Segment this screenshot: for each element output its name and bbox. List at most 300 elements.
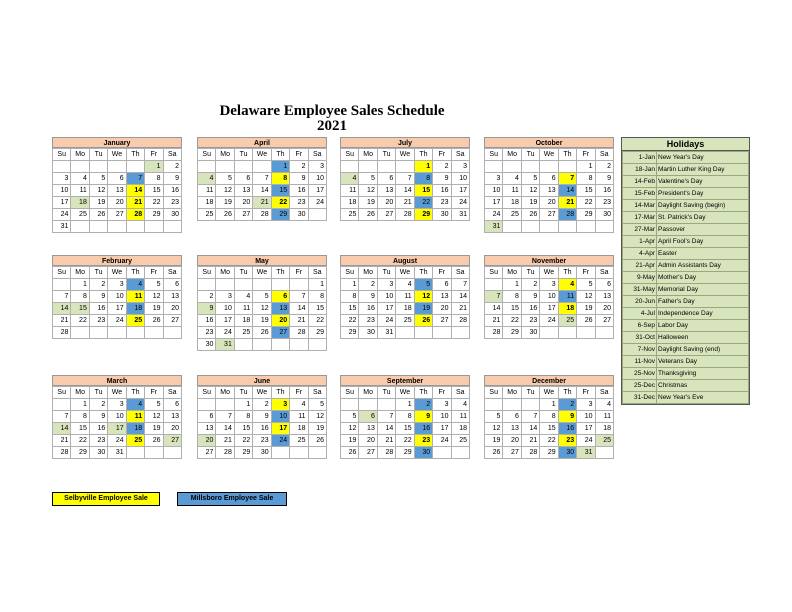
day-cell: 29 [145, 209, 163, 221]
day-cell: 23 [253, 435, 271, 447]
holiday-name: Father's Day [657, 296, 749, 308]
holiday-date: 11-Nov [623, 356, 657, 368]
day-cell: 15 [540, 423, 558, 435]
week-row [485, 447, 614, 459]
day-cell: 6 [163, 279, 181, 291]
month-title: August [340, 255, 470, 266]
day-cell: 18 [595, 423, 613, 435]
holiday-row [623, 152, 749, 164]
day-cell: 16 [198, 315, 216, 327]
day-cell: 14 [451, 291, 469, 303]
day-cell: 2 [558, 399, 576, 411]
day-cell: 20 [163, 303, 181, 315]
weekday-header: Tu [377, 149, 395, 161]
day-cell: 6 [108, 173, 126, 185]
day-cell [540, 161, 558, 173]
day-cell: 1 [145, 161, 163, 173]
weekday-header: Mo [71, 267, 89, 279]
day-cell: 22 [71, 435, 89, 447]
day-cell: 24 [485, 209, 503, 221]
day-cell: 6 [595, 279, 613, 291]
day-cell [359, 399, 377, 411]
day-cell [126, 221, 144, 233]
holiday-date: 14-Mar [623, 200, 657, 212]
holiday-name: New Year's Day [657, 152, 749, 164]
weekday-header: Tu [521, 267, 539, 279]
day-cell: 27 [198, 447, 216, 459]
day-cell: 24 [577, 435, 595, 447]
day-cell: 5 [145, 279, 163, 291]
holiday-row [623, 248, 749, 260]
day-cell: 10 [485, 185, 503, 197]
week-row [53, 291, 182, 303]
day-cell: 16 [521, 303, 539, 315]
day-cell: 22 [396, 435, 414, 447]
month-title: October [484, 137, 614, 148]
day-cell: 12 [485, 423, 503, 435]
week-row [198, 327, 327, 339]
day-cell [290, 447, 308, 459]
day-cell: 6 [433, 279, 451, 291]
day-cell: 4 [558, 279, 576, 291]
day-cell: 31 [377, 327, 395, 339]
weekday-header: Th [558, 149, 576, 161]
week-row [485, 161, 614, 173]
day-cell: 26 [89, 209, 107, 221]
day-cell: 7 [558, 173, 576, 185]
day-cell: 10 [451, 173, 469, 185]
week-row [53, 221, 182, 233]
day-cell: 9 [89, 411, 107, 423]
weekday-header: Mo [359, 149, 377, 161]
weekday-header: Mo [71, 387, 89, 399]
day-cell: 17 [53, 197, 71, 209]
weekday-header: Mo [503, 267, 521, 279]
holiday-row [623, 392, 749, 404]
week-row [198, 173, 327, 185]
day-cell [540, 327, 558, 339]
day-cell [71, 327, 89, 339]
day-cell: 8 [71, 411, 89, 423]
month-title: July [340, 137, 470, 148]
day-cell: 7 [485, 291, 503, 303]
day-cell [234, 161, 252, 173]
day-cell: 13 [377, 185, 395, 197]
week-row [341, 435, 470, 447]
week-row [341, 327, 470, 339]
weekday-header: Th [126, 149, 144, 161]
holiday-name: Easter [657, 248, 749, 260]
day-cell: 5 [577, 279, 595, 291]
day-cell: 8 [503, 291, 521, 303]
day-cell: 12 [341, 423, 359, 435]
holiday-name: St. Patrick's Day [657, 212, 749, 224]
day-cell: 1 [71, 279, 89, 291]
holiday-name: Daylight Saving (begin) [657, 200, 749, 212]
month-january [52, 137, 182, 233]
week-row [485, 197, 614, 209]
page-year: 2021 [317, 118, 347, 134]
weekday-header: We [396, 267, 414, 279]
day-cell [485, 399, 503, 411]
day-cell: 25 [451, 435, 469, 447]
day-cell [89, 161, 107, 173]
day-cell: 27 [359, 447, 377, 459]
week-row [53, 423, 182, 435]
month-september [340, 375, 470, 459]
week-row [485, 303, 614, 315]
day-cell: 25 [290, 435, 308, 447]
day-cell: 17 [377, 303, 395, 315]
day-cell: 16 [595, 185, 613, 197]
month-title: September [340, 375, 470, 386]
day-cell: 12 [89, 185, 107, 197]
weekday-header: Su [341, 149, 359, 161]
day-cell: 3 [108, 279, 126, 291]
day-cell: 28 [377, 447, 395, 459]
day-cell: 4 [396, 279, 414, 291]
day-cell: 8 [145, 173, 163, 185]
day-cell: 11 [290, 411, 308, 423]
day-cell: 12 [145, 411, 163, 423]
holiday-name: Veterans Day [657, 356, 749, 368]
day-cell: 1 [396, 399, 414, 411]
weekday-header: Fr [290, 387, 308, 399]
day-cell: 18 [341, 197, 359, 209]
day-cell: 23 [198, 327, 216, 339]
day-cell [71, 161, 89, 173]
holiday-date: 9-May [623, 272, 657, 284]
day-cell: 18 [451, 423, 469, 435]
day-cell: 13 [540, 185, 558, 197]
day-cell: 19 [89, 197, 107, 209]
day-cell: 6 [163, 399, 181, 411]
day-cell: 3 [216, 291, 234, 303]
day-cell: 16 [433, 185, 451, 197]
day-cell: 28 [521, 447, 539, 459]
day-cell: 15 [341, 303, 359, 315]
day-cell: 14 [396, 185, 414, 197]
day-cell: 21 [216, 435, 234, 447]
day-cell [503, 161, 521, 173]
day-cell: 10 [577, 411, 595, 423]
day-cell: 18 [396, 303, 414, 315]
day-cell: 22 [234, 435, 252, 447]
month-table [484, 148, 614, 233]
weekday-header: Sa [308, 387, 326, 399]
day-cell: 4 [234, 291, 252, 303]
week-row [341, 209, 470, 221]
day-cell: 6 [271, 291, 289, 303]
weekday-header: We [396, 149, 414, 161]
day-cell: 6 [234, 173, 252, 185]
holiday-name: Thanksgiving [657, 368, 749, 380]
day-cell [163, 221, 181, 233]
day-cell: 2 [163, 161, 181, 173]
day-cell: 21 [290, 315, 308, 327]
day-cell [485, 161, 503, 173]
month-table [52, 266, 182, 339]
month-title: November [484, 255, 614, 266]
day-cell [216, 161, 234, 173]
day-cell: 4 [341, 173, 359, 185]
day-cell: 14 [253, 185, 271, 197]
weekday-header: We [540, 267, 558, 279]
day-cell: 6 [377, 173, 395, 185]
day-cell [558, 161, 576, 173]
day-cell [396, 161, 414, 173]
day-cell: 19 [341, 435, 359, 447]
month-table [197, 148, 327, 221]
day-cell: 29 [71, 447, 89, 459]
day-cell [198, 279, 216, 291]
week-row [198, 303, 327, 315]
day-cell: 16 [253, 423, 271, 435]
holiday-name: Labor Day [657, 320, 749, 332]
month-july [340, 137, 470, 221]
holiday-name: Mother's Day [657, 272, 749, 284]
day-cell: 11 [126, 411, 144, 423]
day-cell [308, 339, 326, 351]
day-cell: 3 [485, 173, 503, 185]
day-cell: 22 [341, 315, 359, 327]
holiday-date: 6-Sep [623, 320, 657, 332]
week-row [341, 279, 470, 291]
weekday-header: Su [198, 149, 216, 161]
day-cell: 8 [308, 291, 326, 303]
holidays-panel [621, 137, 750, 405]
day-cell: 10 [308, 173, 326, 185]
week-row [53, 447, 182, 459]
day-cell: 12 [521, 185, 539, 197]
weekday-header: We [108, 149, 126, 161]
week-row [341, 411, 470, 423]
day-cell [451, 447, 469, 459]
day-cell: 2 [253, 399, 271, 411]
day-cell: 21 [253, 197, 271, 209]
day-cell: 27 [163, 435, 181, 447]
day-cell [253, 279, 271, 291]
day-cell: 29 [234, 447, 252, 459]
day-cell: 25 [341, 209, 359, 221]
day-cell: 25 [126, 315, 144, 327]
weekday-header: Fr [577, 149, 595, 161]
day-cell: 30 [558, 447, 576, 459]
day-cell: 20 [271, 315, 289, 327]
day-cell: 12 [577, 291, 595, 303]
day-cell: 11 [71, 185, 89, 197]
month-table [197, 266, 327, 351]
day-cell: 12 [145, 291, 163, 303]
day-cell: 28 [396, 209, 414, 221]
day-cell: 17 [108, 303, 126, 315]
weekday-header: Tu [89, 267, 107, 279]
weekday-header: Tu [234, 267, 252, 279]
day-cell: 14 [558, 185, 576, 197]
holiday-row [623, 344, 749, 356]
holiday-row [623, 188, 749, 200]
day-cell: 1 [308, 279, 326, 291]
day-cell: 5 [485, 411, 503, 423]
day-cell: 16 [290, 185, 308, 197]
weekday-header: Fr [433, 387, 451, 399]
day-cell: 27 [433, 315, 451, 327]
week-row [198, 399, 327, 411]
day-cell: 9 [198, 303, 216, 315]
day-cell: 20 [540, 197, 558, 209]
day-cell: 9 [89, 291, 107, 303]
day-cell: 23 [433, 197, 451, 209]
day-cell [53, 161, 71, 173]
day-cell [377, 399, 395, 411]
day-cell [198, 399, 216, 411]
day-cell: 27 [540, 209, 558, 221]
holiday-row [623, 368, 749, 380]
day-cell [89, 221, 107, 233]
day-cell: 21 [396, 197, 414, 209]
weekday-header: Sa [451, 387, 469, 399]
day-cell: 9 [163, 173, 181, 185]
day-cell: 10 [108, 291, 126, 303]
day-cell: 10 [53, 185, 71, 197]
weekday-header: Su [341, 267, 359, 279]
day-cell [145, 327, 163, 339]
day-cell: 9 [253, 411, 271, 423]
month-table [340, 386, 470, 459]
day-cell: 30 [359, 327, 377, 339]
week-row [198, 423, 327, 435]
day-cell [485, 279, 503, 291]
day-cell: 11 [198, 185, 216, 197]
weekday-header: Mo [359, 267, 377, 279]
month-table [484, 386, 614, 459]
day-cell: 14 [485, 303, 503, 315]
weekday-header: Sa [308, 149, 326, 161]
weekday-header: Tu [521, 387, 539, 399]
weekday-header: Mo [216, 149, 234, 161]
day-cell: 22 [145, 197, 163, 209]
day-cell: 10 [540, 291, 558, 303]
week-row [341, 173, 470, 185]
week-row [341, 423, 470, 435]
day-cell: 6 [359, 411, 377, 423]
weekday-header: Sa [163, 267, 181, 279]
day-cell: 7 [521, 411, 539, 423]
day-cell: 29 [540, 447, 558, 459]
day-cell: 24 [53, 209, 71, 221]
day-cell: 30 [290, 209, 308, 221]
holiday-date: 21-Apr [623, 260, 657, 272]
day-cell: 11 [396, 291, 414, 303]
day-cell: 10 [377, 291, 395, 303]
week-row [341, 197, 470, 209]
day-cell: 14 [126, 185, 144, 197]
day-cell: 6 [503, 411, 521, 423]
week-row [53, 185, 182, 197]
day-cell: 7 [53, 411, 71, 423]
day-cell: 13 [234, 185, 252, 197]
day-cell [126, 327, 144, 339]
month-title: March [52, 375, 182, 386]
day-cell [577, 221, 595, 233]
day-cell: 19 [485, 435, 503, 447]
day-cell: 2 [595, 161, 613, 173]
weekday-header: Tu [377, 387, 395, 399]
weekday-header: Th [271, 387, 289, 399]
day-cell: 9 [558, 411, 576, 423]
day-cell: 1 [234, 399, 252, 411]
day-cell [451, 327, 469, 339]
day-cell: 2 [290, 161, 308, 173]
holidays-table [622, 151, 749, 404]
day-cell [108, 327, 126, 339]
day-cell: 8 [234, 411, 252, 423]
day-cell: 2 [198, 291, 216, 303]
legend-selbyville: Selbyville Employee Sale [52, 492, 160, 506]
weekday-header: Th [414, 149, 432, 161]
day-cell [71, 221, 89, 233]
day-cell: 20 [108, 197, 126, 209]
day-cell: 11 [341, 185, 359, 197]
week-row [341, 185, 470, 197]
day-cell: 16 [89, 423, 107, 435]
day-cell: 26 [577, 315, 595, 327]
day-cell: 17 [216, 315, 234, 327]
day-cell: 11 [126, 291, 144, 303]
month-february [52, 255, 182, 339]
weekday-header: Mo [216, 267, 234, 279]
weekday-header: Su [198, 387, 216, 399]
holiday-row [623, 176, 749, 188]
holiday-row [623, 272, 749, 284]
day-cell: 20 [234, 197, 252, 209]
day-cell: 29 [577, 209, 595, 221]
day-cell: 28 [290, 327, 308, 339]
day-cell [577, 327, 595, 339]
month-table [52, 386, 182, 459]
day-cell: 17 [271, 423, 289, 435]
day-cell: 23 [89, 435, 107, 447]
day-cell: 27 [108, 209, 126, 221]
day-cell: 11 [451, 411, 469, 423]
day-cell [271, 447, 289, 459]
day-cell: 4 [290, 399, 308, 411]
week-row [485, 315, 614, 327]
weekday-header: Sa [595, 267, 613, 279]
day-cell [53, 279, 71, 291]
day-cell: 5 [253, 291, 271, 303]
holiday-row [623, 212, 749, 224]
day-cell [163, 447, 181, 459]
day-cell: 8 [396, 411, 414, 423]
day-cell: 26 [216, 209, 234, 221]
week-row [198, 435, 327, 447]
day-cell: 16 [163, 185, 181, 197]
day-cell: 25 [198, 209, 216, 221]
day-cell: 17 [540, 303, 558, 315]
week-row [485, 399, 614, 411]
day-cell: 8 [271, 173, 289, 185]
holiday-row [623, 236, 749, 248]
day-cell [216, 279, 234, 291]
day-cell: 28 [126, 209, 144, 221]
day-cell: 3 [108, 399, 126, 411]
day-cell: 19 [145, 423, 163, 435]
day-cell: 8 [341, 291, 359, 303]
day-cell: 5 [521, 173, 539, 185]
day-cell: 22 [71, 315, 89, 327]
week-row [53, 411, 182, 423]
